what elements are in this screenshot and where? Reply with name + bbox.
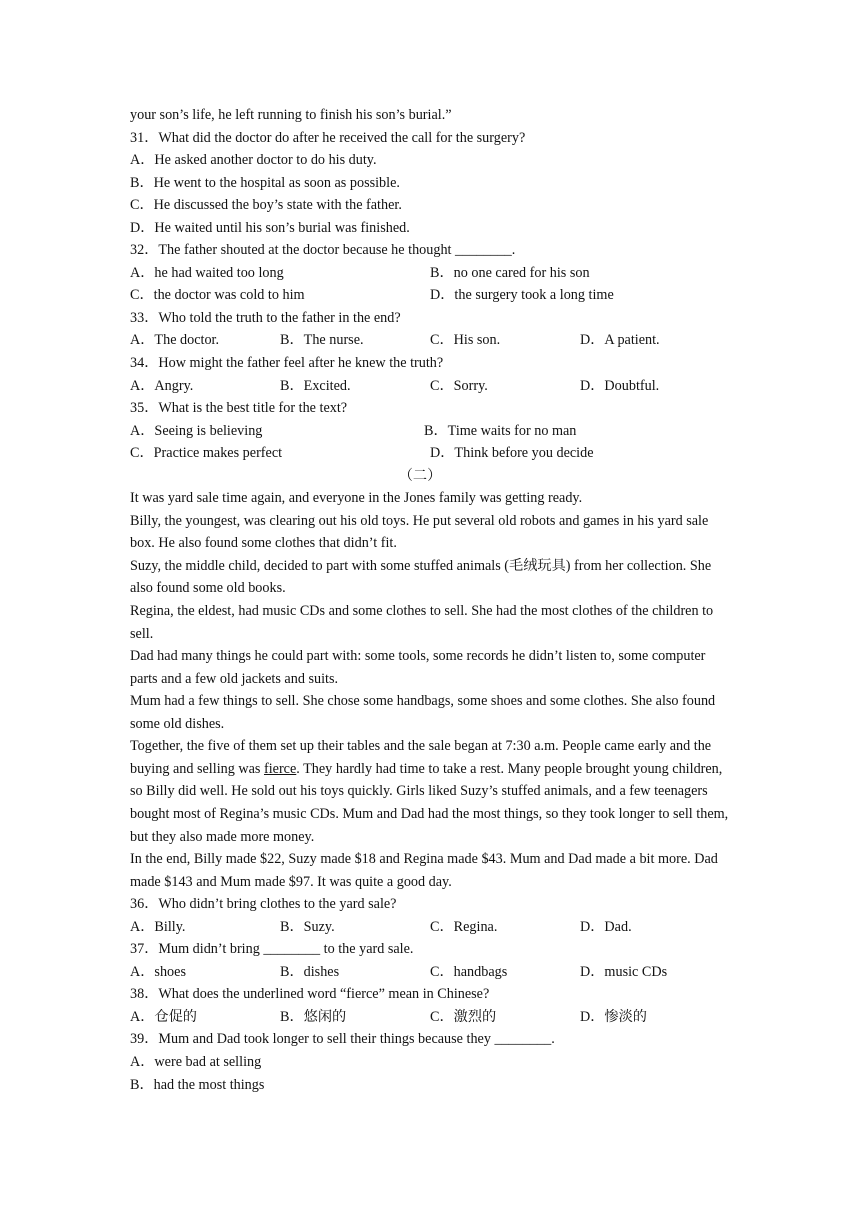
question-32-options-row-2 [130,284,740,307]
passage-paragraph-5: Dad had many things he could part with: some tools, some records he didn’t listen to, some computer parts and a few old jackets and suits. [130,648,706,687]
paragraph-7-text-after: . They hardly had time to take a rest. Many people brought young children, so Billy did well. He sold out his toys quickly. Girls liked Suzy’s stuffed animals, and a few teenagers bought most of Regina’s music CDs. Mum and Dad had the most things, so they took longer to sell them, but they also made more money. [130,760,729,845]
passage-paragraph-2: Billy, the youngest, was clearing out his old toys. He put several old robots and games in his yard sale box. He also found some clothes that didn’t fit. [130,512,709,552]
question-32-option-a: A．he had waited too long [130,264,284,281]
question-31-option-b: B．He went to the hospital as soon as possible. [130,174,400,191]
passage-paragraph-3: Suzy, the middle child, decided to part with some stuffed animals (毛绒玩具) from her collection. She also found some old books. [130,557,712,597]
question-38-option-c: C．激烈的 [430,1008,497,1025]
passage-continuation: your son’s life, he left running to finish his son’s burial.” [130,107,452,123]
question-37-option-b: B．dishes [280,963,340,980]
question-34-stem: 34．How might the father feel after he knew the truth? [130,355,444,372]
question-38-stem: 38．What does the underlined word “fierce” mean in Chinese? [130,986,490,1003]
question-38-option-d: D．惨淡的 [580,1008,647,1025]
question-35-option-d: D．Think before you decide [430,445,594,462]
question-37-stem: 37．Mum didn’t bring ________ to the yard sale. [130,941,414,958]
question-35-option-a: A．Seeing is believing [130,422,263,439]
worksheet-page [130,104,740,1096]
question-36-option-c: C．Regina. [430,918,498,935]
question-35-options-row-1 [130,420,740,443]
question-37-option-d: D．music CDs [580,963,668,980]
question-37-options [130,961,740,984]
question-33-stem: 33．Who told the truth to the father in the end? [130,309,401,326]
question-31-stem: 31．What did the doctor do after he received the call for the surgery? [130,129,526,146]
question-39-option-b: B．had the most things [130,1076,265,1093]
question-36-options [130,916,740,939]
question-32-stem: 32．The father shouted at the doctor because he thought ________. [130,242,516,259]
passage-paragraph-6: Mum had a few things to sell. She chose some handbags, some shoes and some clothes. She also found some old dishes. [130,693,716,732]
question-33-option-a: A．The doctor. [130,332,220,349]
question-36-option-b: B．Suzy. [280,918,335,935]
question-36-option-d: D．Dad. [580,918,632,935]
question-36-stem: 36．Who didn’t bring clothes to the yard sale? [130,896,397,913]
question-32-option-d: D．the surgery took a long time [430,287,614,304]
passage-paragraph-8: In the end, Billy made $22, Suzy made $18 and Regina made $43. Mum and Dad made a bit more. Dad made $143 and Mum made $97. It was quite a good day. [130,851,718,890]
question-34-option-c: C．Sorry. [430,377,488,394]
question-33-options [130,329,740,352]
question-31-option-c: C．He discussed the boy’s state with the father. [130,197,402,214]
question-32-option-c: C．the doctor was cold to him [130,287,305,304]
question-39-stem: 39．Mum and Dad took longer to sell their things because they ________. [130,1031,555,1048]
question-36-option-a: A．Billy. [130,918,186,935]
question-37-option-c: C．handbags [430,963,508,980]
question-38-option-a: A．仓促的 [130,1008,197,1025]
question-31-option-d: D．He waited until his son’s burial was finished. [130,219,410,236]
question-38-option-b: B．悠闲的 [280,1008,347,1025]
question-33-option-c: C．His son. [430,332,501,349]
question-34-option-a: A．Angry. [130,377,194,394]
question-38-options [130,1006,740,1029]
question-34-options [130,375,740,398]
paragraph-7-text-before: Together, the five of them set up their tables and the sale began at 7:30 a.m. People came early and the buying and selling was [130,738,712,777]
question-33-option-d: D．A patient. [580,332,660,349]
passage-paragraph-1: It was yard sale time again, and everyone in the Jones family was getting ready. [130,490,583,507]
passage-paragraph-7 [130,735,736,848]
question-35-stem: 35．What is the best title for the text? [130,400,348,417]
question-34-option-b: B．Excited. [280,377,351,394]
underlined-word-fierce: fierce [263,760,297,777]
question-32-options-row-1 [130,262,740,285]
question-33-option-b: B．The nurse. [280,332,364,349]
question-37-option-a: A．shoes [130,963,186,980]
question-35-options-row-2 [130,442,740,465]
section-heading: （二） [398,467,442,484]
question-35-option-b: B．Time waits for no man [424,422,577,439]
question-34-option-d: D．Doubtful. [580,377,660,394]
question-31-option-a: A．He asked another doctor to do his duty. [130,152,377,169]
passage-paragraph-4: Regina, the eldest, had music CDs and some clothes to sell. She had the most clothes of the children to sell. [130,603,714,642]
question-35-option-c: C．Practice makes perfect [130,445,283,462]
question-32-option-b: B．no one cared for his son [430,264,590,281]
question-39-option-a: A．were bad at selling [130,1053,262,1070]
